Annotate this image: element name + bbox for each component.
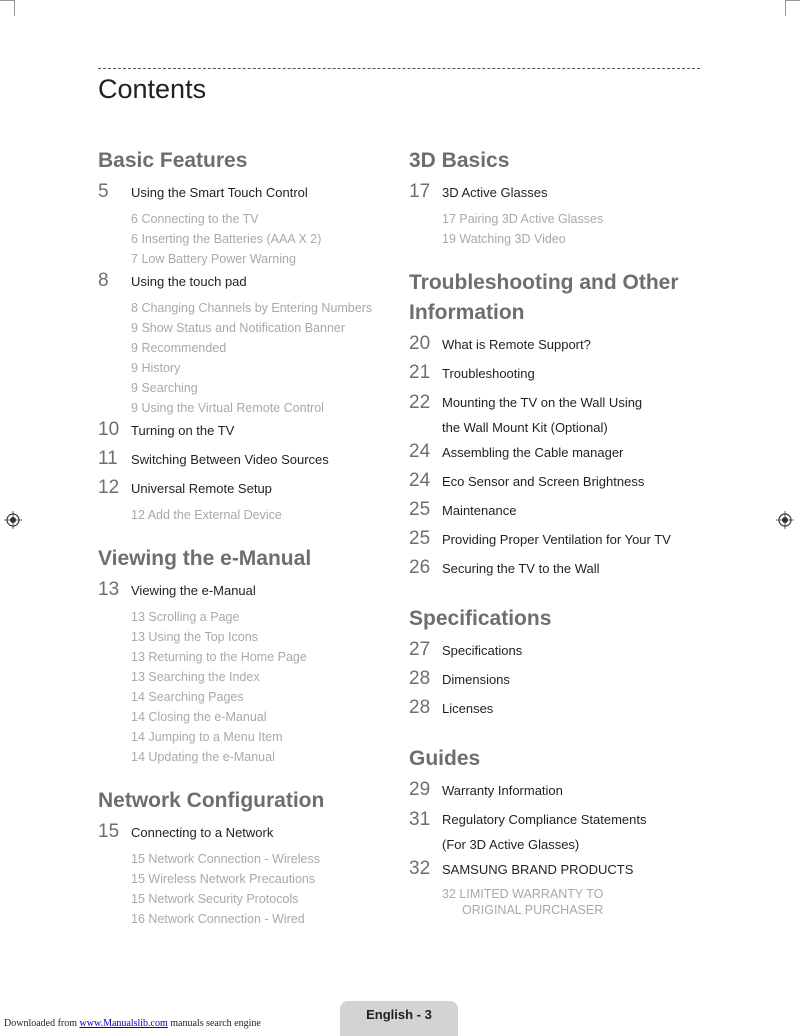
toc-right-column [409, 146, 709, 918]
subentry-text: Searching [141, 381, 198, 395]
entry-text: Eco Sensor and Screen Brightness [442, 474, 645, 489]
subentry-page-number: 14 [131, 710, 145, 724]
entry-label [131, 578, 256, 603]
section-title: Basic Features [98, 149, 248, 172]
entry-text: Dimensions [442, 672, 510, 687]
subentry-page-number: 17 [442, 212, 456, 226]
toc-subentry[interactable] [409, 886, 709, 918]
toc-subentry[interactable] [98, 398, 398, 418]
subentry-text: Low Battery Power Warning [141, 252, 296, 266]
subentry-text: Connecting to the TV [141, 212, 259, 226]
download-note [4, 1018, 261, 1029]
entry-page-number: 29 [409, 779, 431, 800]
toc-subentry[interactable] [98, 505, 398, 525]
entry-label [131, 180, 308, 205]
entry-label [442, 390, 642, 440]
entry-text: Using the Smart Touch Control [131, 185, 308, 200]
section-gap [409, 585, 709, 604]
entry-label [131, 476, 272, 501]
subentry-page-number: 8 [131, 301, 138, 315]
subentry-text: LIMITED WARRANTY TO [459, 887, 604, 901]
entry-text: SAMSUNG BRAND PRODUCTS [442, 862, 634, 877]
entry-text: What is Remote Support? [442, 337, 591, 352]
toc-entry[interactable] [409, 180, 709, 209]
toc-section [409, 604, 709, 725]
entry-page-number: 10 [98, 419, 120, 440]
entry-page-number: 26 [409, 557, 431, 578]
entry-label [131, 820, 273, 845]
subentry-text: Network Security Protocols [148, 892, 299, 906]
toc-entry[interactable] [409, 667, 709, 696]
subentry-page-number: 13 [131, 650, 145, 664]
manualslib-link[interactable]: www.Manualslib.com [79, 1018, 168, 1029]
entry-label [442, 469, 644, 494]
toc-section [409, 146, 709, 249]
entry-text: Turning on the TV [131, 423, 235, 438]
entry-label [442, 857, 633, 882]
section-gap [98, 525, 398, 544]
entry-page-number: 28 [409, 697, 431, 718]
entry-text: Switching Between Video Sources [131, 452, 329, 467]
subentry-page-number: 15 [131, 892, 145, 906]
entry-text: Using the touch pad [131, 274, 247, 289]
subentry-text-continued: ORIGINAL PURCHASER [462, 903, 604, 917]
subentry-page-number: 13 [131, 670, 145, 684]
toc-entry[interactable] [98, 180, 398, 209]
entry-label [442, 696, 493, 721]
subentry-text: Returning to the Home Page [148, 650, 307, 664]
subentry-page-number: 13 [131, 630, 145, 644]
entry-label [442, 527, 671, 552]
subentry-text: Updating the e-Manual [148, 750, 275, 764]
entry-label [131, 447, 329, 472]
entry-label [442, 440, 623, 465]
entry-page-number: 27 [409, 639, 431, 660]
subentry-page-number: 13 [131, 610, 145, 624]
section-title: 3D Basics [409, 149, 510, 172]
section-gap [98, 767, 398, 786]
entry-text: Troubleshooting [442, 366, 535, 381]
subentry-page-number: 6 [131, 232, 138, 246]
toc-subentry[interactable] [98, 338, 398, 358]
entry-page-number: 20 [409, 333, 431, 354]
page-title: Contents [98, 74, 207, 104]
toc-section [98, 786, 398, 929]
entry-text: Maintenance [442, 503, 517, 518]
subentry-page-number: 14 [131, 690, 145, 704]
entry-page-number: 17 [409, 181, 431, 202]
title-divider [98, 68, 700, 69]
toc-entry[interactable] [409, 332, 709, 361]
toc-section [409, 268, 709, 585]
toc-entry[interactable] [409, 527, 709, 556]
toc-entry[interactable] [98, 418, 398, 447]
subentry-text: Using the Virtual Remote Control [141, 401, 324, 415]
toc-entry[interactable] [409, 696, 709, 725]
toc-subentry[interactable] [98, 318, 398, 338]
toc-entry[interactable] [409, 638, 709, 667]
entry-text: Warranty Information [442, 783, 563, 798]
toc-entry[interactable] [409, 469, 709, 498]
entry-page-number: 21 [409, 362, 431, 383]
toc-entry[interactable] [98, 447, 398, 476]
entry-label [442, 180, 548, 205]
entry-text: Connecting to a Network [131, 825, 274, 840]
registration-mark-icon [4, 511, 22, 529]
subentry-text: Watching 3D Video [459, 232, 566, 246]
toc-entry[interactable] [409, 440, 709, 469]
entry-text: Regulatory Compliance Statements [442, 812, 647, 827]
toc-section [98, 544, 398, 767]
toc-subentry[interactable] [98, 667, 398, 687]
subentry-text: Changing Channels by Entering Numbers [141, 301, 373, 315]
entry-label [442, 667, 510, 692]
entry-page-number: 5 [98, 181, 109, 202]
toc-subentry[interactable] [98, 209, 398, 229]
toc-subentry[interactable] [98, 889, 398, 909]
entry-text: Viewing the e-Manual [131, 583, 256, 598]
toc-subentry[interactable] [98, 627, 398, 647]
entry-text: Mounting the TV on the Wall Using [442, 395, 643, 410]
toc-subentry[interactable] [98, 869, 398, 889]
subentry-page-number: 7 [131, 252, 138, 266]
subentry-page-number: 9 [131, 321, 138, 335]
toc-left-column [98, 146, 398, 929]
page-number-tab: English - 3 [340, 1001, 458, 1036]
toc-subentry[interactable] [409, 229, 709, 249]
entry-page-number: 25 [409, 499, 431, 520]
entry-page-number: 31 [409, 809, 431, 830]
toc-section [409, 744, 709, 918]
toc-subentry[interactable] [98, 378, 398, 398]
toc-subentry[interactable] [409, 209, 709, 229]
registration-mark-icon [776, 511, 794, 529]
toc-entry[interactable] [98, 578, 398, 607]
entry-page-number: 11 [98, 448, 118, 469]
entry-page-number: 13 [98, 579, 120, 600]
subentry-page-number: 19 [442, 232, 456, 246]
entry-page-number: 25 [409, 528, 431, 549]
subentry-text: Network Connection - Wired [148, 912, 305, 926]
entry-label [442, 807, 647, 857]
entry-label [442, 638, 522, 663]
section-gap [409, 725, 709, 744]
toc-entry[interactable] [409, 361, 709, 390]
subentry-page-number: 15 [131, 872, 145, 886]
entry-text-continued: the Wall Mount Kit (Optional) [442, 420, 608, 435]
subentry-page-number: 15 [131, 852, 145, 866]
entry-text: 3D Active Glasses [442, 185, 548, 200]
entry-page-number: 8 [98, 270, 109, 291]
entry-label [442, 778, 563, 803]
entry-page-number: 32 [409, 858, 431, 879]
entry-label [131, 418, 234, 443]
subentry-page-number: 9 [131, 341, 138, 355]
subentry-page-number: 32 [442, 887, 456, 901]
subentry-text: History [141, 361, 181, 375]
entry-text: Providing Proper Ventilation for Your TV [442, 532, 671, 547]
entry-label [442, 556, 600, 581]
toc-entry[interactable] [409, 807, 709, 857]
subentry-page-number: 9 [131, 381, 138, 395]
toc-subentry[interactable] [98, 647, 398, 667]
toc-entry[interactable] [409, 556, 709, 585]
crop-mark [786, 0, 800, 1]
entry-page-number: 24 [409, 470, 431, 491]
subentry-text: Closing the e-Manual [148, 710, 267, 724]
subentry-text: Using the Top Icons [148, 630, 258, 644]
download-prefix: Downloaded from [4, 1018, 78, 1029]
subentry-text: Show Status and Notification Banner [141, 321, 346, 335]
crop-mark [14, 0, 15, 16]
toc-subentry[interactable] [98, 909, 398, 929]
subentry-text: Wireless Network Precautions [148, 872, 316, 886]
toc-entry[interactable] [409, 778, 709, 807]
entry-text: Specifications [442, 643, 523, 658]
section-title: Specifications [409, 607, 552, 630]
toc-subentry[interactable] [98, 849, 398, 869]
download-suffix: manuals search engine [170, 1018, 261, 1029]
section-title: Guides [409, 747, 481, 770]
toc-subentry[interactable] [98, 687, 398, 707]
subentry-page-number: 16 [131, 912, 145, 926]
toc-subentry[interactable] [98, 747, 398, 767]
subentry-page-number: 9 [131, 401, 138, 415]
subentry-page-number: 9 [131, 361, 138, 375]
toc-subentry[interactable] [98, 727, 398, 747]
subentry-page-number: 14 [131, 730, 145, 744]
toc-subentry[interactable] [98, 607, 398, 627]
section-title: Troubleshooting and Other Information [409, 271, 679, 324]
subentry-text: Searching the Index [148, 670, 260, 684]
section-title: Network Configuration [98, 789, 325, 812]
entry-text: Licenses [442, 701, 494, 716]
entry-label [442, 332, 591, 357]
toc-section [98, 146, 398, 525]
entry-page-number: 12 [98, 477, 120, 498]
entry-label [442, 498, 516, 523]
toc-entry[interactable] [409, 390, 709, 440]
subentry-text: Scrolling a Page [148, 610, 240, 624]
entry-label [442, 361, 535, 386]
subentry-text: Inserting the Batteries (AAA X 2) [141, 232, 322, 246]
toc-entry[interactable] [98, 820, 398, 849]
toc-entry[interactable] [98, 476, 398, 505]
toc-subentry[interactable] [98, 298, 398, 318]
subentry-text: Jumping to a Menu Item [148, 730, 283, 744]
section-gap [409, 249, 709, 268]
entry-page-number: 28 [409, 668, 431, 689]
crop-mark [0, 0, 14, 1]
entry-text: Assembling the Cable manager [442, 445, 624, 460]
entry-page-number: 15 [98, 821, 120, 842]
entry-text-continued: (For 3D Active Glasses) [442, 837, 580, 852]
toc-subentry[interactable] [98, 249, 398, 269]
toc-entry[interactable] [409, 498, 709, 527]
entry-text: Universal Remote Setup [131, 481, 272, 496]
subentry-page-number: 12 [131, 508, 145, 522]
toc-subentry[interactable] [98, 707, 398, 727]
toc-subentry[interactable] [98, 229, 398, 249]
toc-subentry[interactable] [98, 358, 398, 378]
subentry-text: Searching Pages [148, 690, 244, 704]
subentry-text: Add the External Device [147, 508, 282, 522]
section-title: Viewing the e-Manual [98, 547, 312, 570]
subentry-text: Pairing 3D Active Glasses [459, 212, 604, 226]
subentry-text: Recommended [141, 341, 227, 355]
toc-entry[interactable] [98, 269, 398, 298]
entry-page-number: 24 [409, 441, 431, 462]
subentry-text: Network Connection - Wireless [148, 852, 320, 866]
crop-mark [785, 0, 786, 16]
entry-page-number: 22 [409, 392, 431, 413]
entry-label [131, 269, 247, 294]
entry-text: Securing the TV to the Wall [442, 561, 600, 576]
subentry-page-number: 6 [131, 212, 138, 226]
subentry-page-number: 14 [131, 750, 145, 764]
toc-entry[interactable] [409, 857, 709, 886]
